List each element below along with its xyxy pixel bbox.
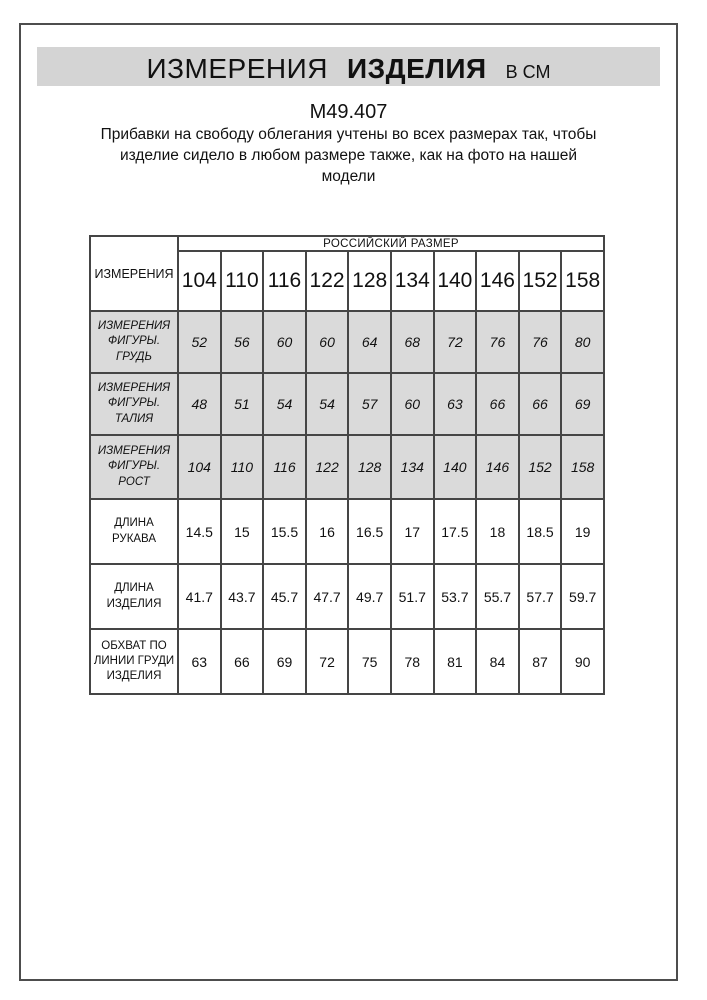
fit-note-line-1: Прибавки на свободу облегания учтены во всех размерах так, чтобы (100, 126, 597, 143)
page-frame (19, 23, 678, 981)
measurements-corner-header: ИЗМЕРЕНИЯ (90, 236, 178, 311)
table-row (90, 629, 604, 694)
value-cell: 15.5 (263, 499, 306, 564)
fit-note (21, 124, 676, 187)
table-row (90, 499, 604, 564)
value-cell: 75 (348, 629, 391, 694)
title-measurements: ИЗМЕРЕНИЯ (146, 53, 328, 84)
value-cell: 60 (391, 373, 434, 435)
fit-note-line-3: модели (321, 168, 376, 185)
value-cell: 15 (221, 499, 264, 564)
value-cell: 128 (348, 435, 391, 499)
row-label: ИЗМЕРЕНИЯ ФИГУРЫ. ТАЛИЯ (90, 373, 178, 435)
value-cell: 66 (476, 373, 519, 435)
value-cell: 116 (263, 435, 306, 499)
value-cell: 146 (476, 435, 519, 499)
value-cell: 17 (391, 499, 434, 564)
title-bar (37, 47, 660, 86)
value-cell: 54 (263, 373, 306, 435)
value-cell: 69 (263, 629, 306, 694)
size-column-header: 158 (561, 251, 604, 311)
value-cell: 18 (476, 499, 519, 564)
title-product: ИЗДЕЛИЯ (346, 53, 487, 84)
value-cell: 45.7 (263, 564, 306, 629)
value-cell: 87 (519, 629, 562, 694)
size-table-head (90, 236, 604, 311)
value-cell: 72 (434, 311, 477, 373)
size-column-header: 116 (263, 251, 306, 311)
value-cell: 69 (561, 373, 604, 435)
value-cell: 152 (519, 435, 562, 499)
row-label: ДЛИНА ИЗДЕЛИЯ (90, 564, 178, 629)
value-cell: 66 (221, 629, 264, 694)
value-cell: 57.7 (519, 564, 562, 629)
value-cell: 134 (391, 435, 434, 499)
value-cell: 64 (348, 311, 391, 373)
group-header-row (90, 236, 604, 251)
value-cell: 63 (178, 629, 221, 694)
value-cell: 54 (306, 373, 349, 435)
value-cell: 16.5 (348, 499, 391, 564)
value-cell: 48 (178, 373, 221, 435)
size-column-header: 104 (178, 251, 221, 311)
size-column-header: 134 (391, 251, 434, 311)
value-cell: 16 (306, 499, 349, 564)
fit-note-line-2: изделие сидело в любом размере также, как на фото на нашей (119, 147, 578, 164)
value-cell: 43.7 (221, 564, 264, 629)
size-column-header: 110 (221, 251, 264, 311)
value-cell: 57 (348, 373, 391, 435)
value-cell: 53.7 (434, 564, 477, 629)
value-cell: 80 (561, 311, 604, 373)
size-column-header: 128 (348, 251, 391, 311)
value-cell: 55.7 (476, 564, 519, 629)
value-cell: 49.7 (348, 564, 391, 629)
value-cell: 72 (306, 629, 349, 694)
value-cell: 84 (476, 629, 519, 694)
value-cell: 78 (391, 629, 434, 694)
row-label: ИЗМЕРЕНИЯ ФИГУРЫ. РОСТ (90, 435, 178, 499)
table-row (90, 311, 604, 373)
row-label: ОБХВАТ ПО ЛИНИИ ГРУДИ ИЗДЕЛИЯ (90, 629, 178, 694)
table-row (90, 435, 604, 499)
value-cell: 76 (519, 311, 562, 373)
value-cell: 56 (221, 311, 264, 373)
value-cell: 17.5 (434, 499, 477, 564)
value-cell: 52 (178, 311, 221, 373)
table-row (90, 373, 604, 435)
value-cell: 60 (263, 311, 306, 373)
value-cell: 51 (221, 373, 264, 435)
value-cell: 158 (561, 435, 604, 499)
value-cell: 66 (519, 373, 562, 435)
value-cell: 76 (476, 311, 519, 373)
value-cell: 63 (434, 373, 477, 435)
size-column-header: 146 (476, 251, 519, 311)
size-column-header: 152 (519, 251, 562, 311)
value-cell: 51.7 (391, 564, 434, 629)
value-cell: 90 (561, 629, 604, 694)
value-cell: 14.5 (178, 499, 221, 564)
row-label: ДЛИНА РУКАВА (90, 499, 178, 564)
size-table (89, 235, 605, 695)
value-cell: 19 (561, 499, 604, 564)
row-label: ИЗМЕРЕНИЯ ФИГУРЫ. ГРУДЬ (90, 311, 178, 373)
russian-size-group-header: РОССИЙСКИЙ РАЗМЕР (178, 236, 604, 251)
size-column-header: 122 (306, 251, 349, 311)
value-cell: 18.5 (519, 499, 562, 564)
model-number: М49.407 (309, 101, 388, 123)
size-column-header: 140 (434, 251, 477, 311)
value-cell: 41.7 (178, 564, 221, 629)
value-cell: 59.7 (561, 564, 604, 629)
value-cell: 81 (434, 629, 477, 694)
value-cell: 140 (434, 435, 477, 499)
value-cell: 122 (306, 435, 349, 499)
table-row (90, 564, 604, 629)
value-cell: 68 (391, 311, 434, 373)
title-units: В СМ (505, 62, 551, 82)
value-cell: 110 (221, 435, 264, 499)
value-cell: 47.7 (306, 564, 349, 629)
value-cell: 60 (306, 311, 349, 373)
size-table-body (90, 311, 604, 694)
value-cell: 104 (178, 435, 221, 499)
